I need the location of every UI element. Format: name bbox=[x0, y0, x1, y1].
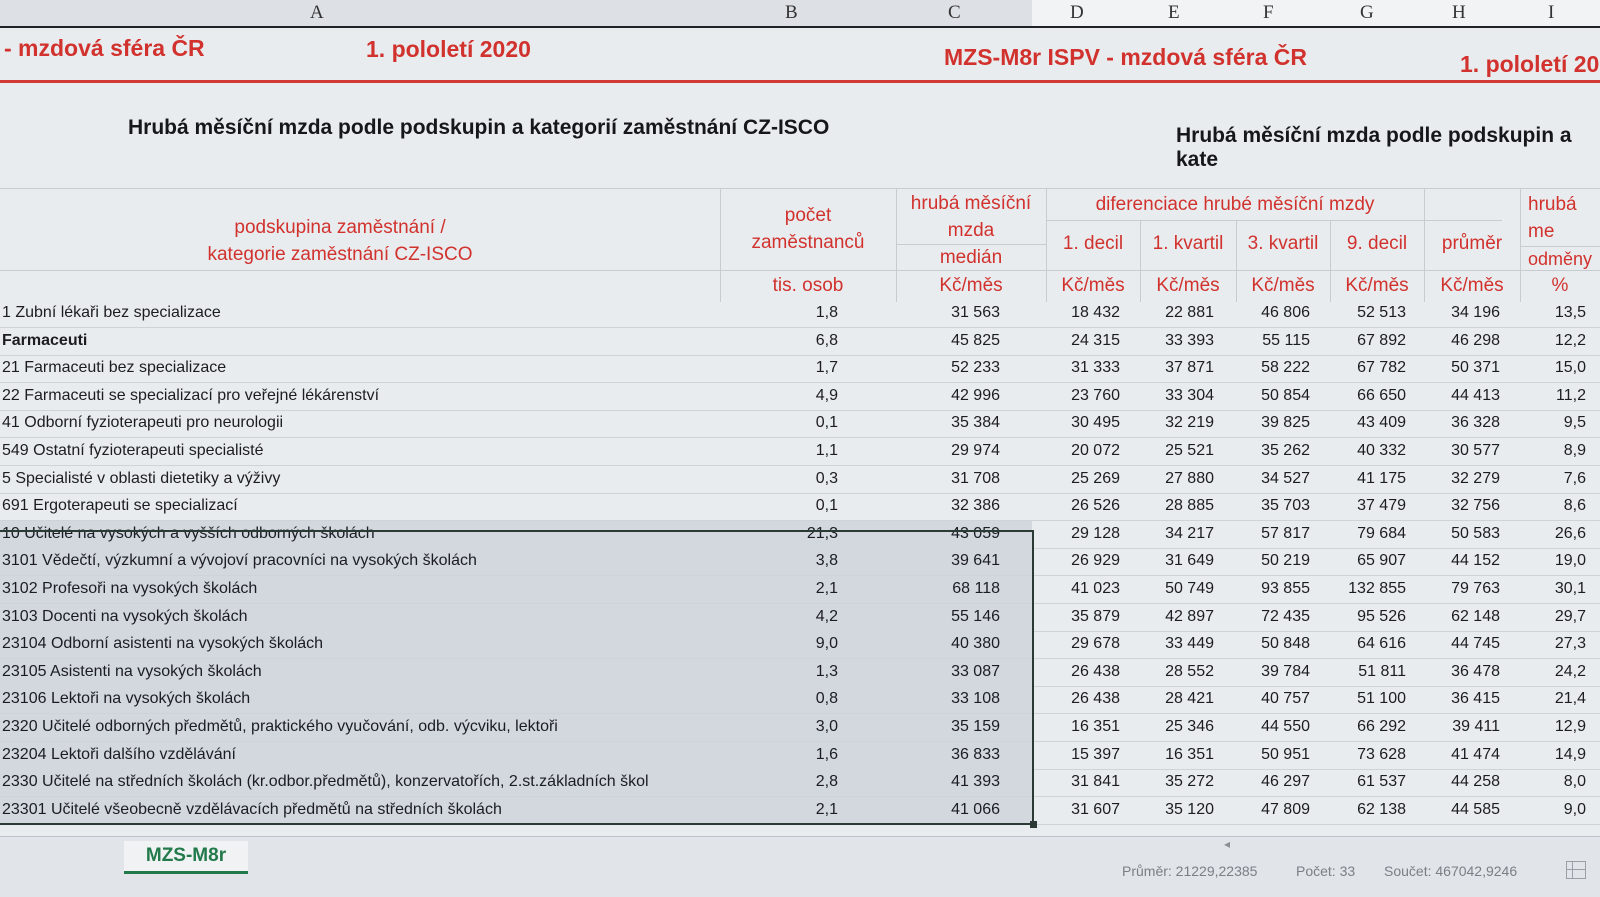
status-count: Počet: 33 bbox=[1296, 863, 1356, 879]
cell-d9[interactable]: 37 479 bbox=[1357, 497, 1406, 515]
cell-count[interactable]: 2,1 bbox=[815, 800, 838, 818]
cell-median[interactable]: 45 825 bbox=[951, 331, 1000, 349]
cell-d1[interactable]: 26 438 bbox=[1071, 690, 1120, 708]
cell-name[interactable]: 2330 Učitelé na středních školách (kr.odbor.předmětů), konzervatořích, 2.st.základních škol bbox=[2, 773, 649, 791]
cell-name[interactable]: 23301 Učitelé všeobecně vzdělávacích předmětů na středních školách bbox=[2, 800, 502, 818]
column-header-b[interactable]: B bbox=[785, 2, 798, 23]
cell-pct[interactable]: 26,6 bbox=[1554, 524, 1586, 542]
header-median-line2: mzda bbox=[947, 220, 995, 241]
cell-median[interactable]: 39 641 bbox=[951, 552, 1000, 570]
header-count-line2: zaměstnanců bbox=[751, 232, 865, 253]
cell-d9[interactable]: 65 907 bbox=[1357, 552, 1406, 570]
cell-name[interactable]: 5 Specialisté v oblasti dietetiky a výživy bbox=[2, 469, 281, 487]
cell-pct[interactable]: 7,6 bbox=[1563, 469, 1586, 487]
header-median-unit: Kč/měs bbox=[939, 275, 1003, 296]
cell-pct[interactable]: 30,1 bbox=[1554, 580, 1586, 597]
cell-median[interactable]: 35 159 bbox=[951, 718, 1000, 735]
cell-count[interactable]: 2,1 bbox=[815, 580, 838, 597]
cell-name[interactable]: 2320 Učitelé odborných předmětů, praktického vyučování, odb. výcviku, lektoři bbox=[2, 718, 558, 735]
cell-q1[interactable]: 25 521 bbox=[1165, 442, 1214, 459]
cell-d1[interactable]: 29 678 bbox=[1071, 635, 1120, 653]
report-period-right: 1. pololetí 20 bbox=[1460, 51, 1600, 77]
column-header-bar bbox=[0, 0, 1600, 28]
cell-median[interactable]: 42 996 bbox=[951, 386, 1000, 404]
cell-avg[interactable]: 79 763 bbox=[1451, 580, 1500, 597]
cell-median[interactable]: 41 066 bbox=[951, 800, 1000, 818]
header-differentiation: diferenciace hrubé měsíční mzdy bbox=[1095, 194, 1375, 215]
column-header-d[interactable]: D bbox=[1070, 2, 1084, 23]
cell-d1[interactable]: 18 432 bbox=[1071, 304, 1120, 321]
cell-d9[interactable]: 66 650 bbox=[1357, 386, 1406, 404]
cell-d1[interactable]: 30 495 bbox=[1071, 414, 1120, 432]
cell-name[interactable]: 549 Ostatní fyzioterapeuti specialisté bbox=[2, 442, 264, 459]
cell-d9[interactable]: 95 526 bbox=[1357, 607, 1406, 625]
cell-pct[interactable]: 19,0 bbox=[1554, 552, 1586, 570]
header-median-line1: hrubá měsíční bbox=[910, 193, 1032, 214]
cell-q3[interactable]: 58 222 bbox=[1261, 359, 1310, 377]
table-row[interactable] bbox=[0, 466, 1600, 494]
cell-d9[interactable]: 61 537 bbox=[1357, 773, 1406, 791]
table-row[interactable] bbox=[0, 521, 1600, 549]
table-row[interactable] bbox=[0, 438, 1600, 466]
cell-q3[interactable]: 40 757 bbox=[1261, 690, 1310, 708]
column-header-e[interactable]: E bbox=[1168, 2, 1180, 23]
cell-pct[interactable]: 8,6 bbox=[1563, 497, 1586, 515]
cell-q3[interactable]: 50 854 bbox=[1261, 386, 1310, 404]
header-group-line1: podskupina zaměstnání / bbox=[234, 217, 446, 238]
sheet-tab-bar bbox=[0, 836, 1600, 897]
column-header-c[interactable]: C bbox=[948, 2, 961, 23]
cell-count[interactable]: 2,8 bbox=[815, 773, 838, 791]
cell-avg[interactable]: 44 745 bbox=[1451, 635, 1500, 653]
cell-d1[interactable]: 41 023 bbox=[1071, 580, 1120, 597]
cell-q3[interactable]: 55 115 bbox=[1262, 331, 1310, 349]
cell-count[interactable]: 3,8 bbox=[815, 552, 838, 570]
cell-median[interactable]: 31 708 bbox=[951, 469, 1000, 487]
cell-median[interactable]: 35 384 bbox=[951, 414, 1000, 432]
cell-d1[interactable]: 20 072 bbox=[1071, 442, 1120, 459]
cell-count[interactable]: 0,1 bbox=[815, 414, 838, 432]
cell-q1[interactable]: 28 885 bbox=[1165, 497, 1214, 515]
cell-pct[interactable]: 24,2 bbox=[1554, 662, 1586, 680]
cell-q1[interactable]: 42 897 bbox=[1165, 607, 1214, 625]
cell-count[interactable]: 6,8 bbox=[815, 331, 838, 349]
cell-q3[interactable]: 46 297 bbox=[1261, 773, 1310, 791]
table-row[interactable] bbox=[0, 300, 1600, 328]
cell-name[interactable]: 3101 Vědečtí, výzkumní a vývojoví pracovníci na vysokých školách bbox=[2, 552, 477, 570]
cell-name[interactable]: 23106 Lektoři na vysokých školách bbox=[2, 690, 251, 708]
cell-count[interactable]: 0,1 bbox=[815, 497, 838, 515]
cell-d9[interactable]: 41 175 bbox=[1357, 469, 1406, 487]
cell-name[interactable]: 3103 Docenti na vysokých školách bbox=[2, 607, 248, 625]
table-row[interactable] bbox=[0, 493, 1600, 521]
report-period-left: 1. pololetí 2020 bbox=[366, 36, 531, 62]
cell-d9[interactable]: 51 811 bbox=[1358, 662, 1406, 680]
cell-q3[interactable]: 50 848 bbox=[1261, 635, 1310, 653]
cell-q1[interactable]: 27 880 bbox=[1165, 469, 1214, 487]
scroll-left-icon[interactable]: ◂ bbox=[1224, 837, 1231, 851]
table-row[interactable] bbox=[0, 604, 1600, 632]
cell-avg[interactable]: 50 583 bbox=[1451, 524, 1500, 542]
cell-avg[interactable]: 32 279 bbox=[1451, 469, 1500, 487]
column-header-h[interactable]: H bbox=[1452, 2, 1466, 23]
cell-q3[interactable]: 72 435 bbox=[1261, 607, 1310, 625]
cell-count[interactable]: 1,7 bbox=[815, 359, 838, 377]
cell-median[interactable]: 32 386 bbox=[951, 497, 1000, 515]
cell-median[interactable]: 40 380 bbox=[951, 635, 1000, 653]
header-kvartil3: 3. kvartil bbox=[1247, 233, 1319, 254]
header-kvartil1: 1. kvartil bbox=[1152, 233, 1224, 254]
cell-d1[interactable]: 23 760 bbox=[1071, 386, 1120, 404]
cell-d9[interactable]: 67 892 bbox=[1357, 331, 1406, 349]
cell-avg[interactable]: 30 577 bbox=[1451, 442, 1500, 459]
table-row[interactable] bbox=[0, 686, 1600, 714]
cell-count[interactable]: 9,0 bbox=[815, 635, 838, 653]
header-count-unit: tis. osob bbox=[772, 275, 844, 296]
cell-name[interactable]: 23204 Lektoři dalšího vzdělávání bbox=[2, 745, 236, 763]
cell-q3[interactable]: 39 825 bbox=[1261, 414, 1310, 432]
cell-q1[interactable]: 28 421 bbox=[1165, 690, 1214, 708]
cell-d9[interactable]: 73 628 bbox=[1357, 745, 1406, 763]
cell-d9[interactable]: 52 513 bbox=[1357, 304, 1406, 321]
cell-count[interactable]: 4,9 bbox=[815, 386, 838, 404]
report-header-band bbox=[0, 28, 1600, 83]
cell-d1[interactable]: 25 269 bbox=[1071, 469, 1120, 487]
cell-q3[interactable]: 50 219 bbox=[1261, 552, 1310, 570]
cell-name[interactable]: 23105 Asistenti na vysokých školách bbox=[2, 662, 262, 680]
column-header-i[interactable]: I bbox=[1548, 2, 1555, 23]
cell-pct[interactable]: 11,2 bbox=[1556, 386, 1586, 404]
cell-pct[interactable]: 29,7 bbox=[1554, 607, 1586, 625]
cell-pct[interactable]: 14,9 bbox=[1554, 745, 1586, 763]
cell-count[interactable]: 4,2 bbox=[815, 607, 838, 625]
cell-name[interactable]: 3102 Profesoři na vysokých školách bbox=[2, 580, 258, 597]
cell-avg[interactable]: 50 371 bbox=[1451, 359, 1500, 377]
column-header-g[interactable]: G bbox=[1360, 2, 1374, 23]
table-row[interactable] bbox=[0, 410, 1600, 438]
cell-pct[interactable]: 21,4 bbox=[1554, 690, 1586, 708]
cell-median[interactable]: 36 833 bbox=[951, 745, 1000, 763]
cell-d1[interactable]: 31 333 bbox=[1071, 359, 1120, 377]
table-row[interactable] bbox=[0, 659, 1600, 687]
cell-pct[interactable]: 8,9 bbox=[1563, 442, 1586, 459]
header-decil1: 1. decil bbox=[1062, 233, 1124, 254]
cell-count[interactable]: 1,3 bbox=[815, 662, 838, 680]
cell-pct[interactable]: 9,0 bbox=[1563, 800, 1586, 818]
cell-d1[interactable]: 24 315 bbox=[1071, 331, 1120, 349]
header-unit-kvartil1: Kč/měs bbox=[1156, 275, 1220, 296]
cell-d1[interactable]: 35 879 bbox=[1071, 607, 1120, 625]
table-row[interactable] bbox=[0, 576, 1600, 604]
cell-pct[interactable]: 12,2 bbox=[1554, 331, 1586, 349]
cell-median[interactable]: 41 393 bbox=[951, 773, 1000, 791]
cell-count[interactable]: 21,3 bbox=[806, 524, 838, 542]
table-header bbox=[0, 188, 1600, 302]
cell-count[interactable]: 1,6 bbox=[815, 745, 838, 763]
cell-q1[interactable]: 25 346 bbox=[1165, 718, 1214, 735]
cell-q3[interactable]: 34 527 bbox=[1261, 469, 1310, 487]
cell-q3[interactable]: 39 784 bbox=[1261, 662, 1310, 680]
header-decil9: 9. decil bbox=[1346, 233, 1408, 254]
cell-q1[interactable]: 33 304 bbox=[1165, 386, 1214, 404]
cell-name[interactable]: 21 Farmaceuti bez specializace bbox=[2, 359, 227, 377]
cell-d9[interactable]: 79 684 bbox=[1357, 524, 1406, 542]
cell-avg[interactable]: 36 328 bbox=[1451, 414, 1500, 432]
cell-d9[interactable]: 67 782 bbox=[1357, 359, 1406, 377]
cell-q3[interactable]: 57 817 bbox=[1261, 524, 1310, 542]
header-median-line3: medián bbox=[939, 247, 1003, 268]
cell-q1[interactable]: 35 272 bbox=[1165, 773, 1214, 791]
grid-view-icon[interactable] bbox=[1566, 861, 1586, 879]
cell-q3[interactable]: 35 262 bbox=[1261, 442, 1310, 459]
cell-count[interactable]: 1,8 bbox=[815, 304, 838, 321]
header-prumer: průměr bbox=[1441, 233, 1503, 254]
table-row[interactable] bbox=[0, 742, 1600, 770]
cell-avg[interactable]: 44 585 bbox=[1451, 800, 1500, 818]
cell-avg[interactable]: 41 474 bbox=[1451, 745, 1500, 763]
cell-q3[interactable]: 35 703 bbox=[1261, 497, 1310, 515]
cell-d9[interactable]: 64 616 bbox=[1357, 635, 1406, 653]
header-right-group: hrubá me bbox=[1528, 194, 1577, 242]
table-row[interactable] bbox=[0, 769, 1600, 797]
sheet-title-left: Hrubá měsíční mzda podle podskupin a kategorií zaměstnání CZ-ISCO bbox=[128, 116, 830, 139]
cell-q1[interactable]: 31 649 bbox=[1165, 552, 1214, 570]
cell-q3[interactable]: 50 951 bbox=[1261, 745, 1310, 763]
cell-q3[interactable]: 47 809 bbox=[1261, 800, 1310, 818]
cell-q3[interactable]: 46 806 bbox=[1261, 304, 1310, 321]
cell-q3[interactable]: 44 550 bbox=[1261, 718, 1310, 735]
cell-d9[interactable]: 66 292 bbox=[1357, 718, 1406, 735]
cell-name[interactable]: 10 Učitelé na vysokých a vyšších odborných školách bbox=[2, 524, 375, 542]
cell-name[interactable]: Farmaceuti bbox=[2, 331, 88, 349]
cell-name[interactable]: 22 Farmaceuti se specializací pro veřejné lékárenství bbox=[2, 386, 380, 404]
header-unit-prumer: Kč/měs bbox=[1440, 275, 1504, 296]
cell-median[interactable]: 55 146 bbox=[951, 607, 1000, 625]
cell-avg[interactable]: 44 413 bbox=[1451, 386, 1500, 404]
sheet-title-right: Hrubá měsíční mzda podle podskupin a kate bbox=[1176, 124, 1572, 171]
cell-avg[interactable]: 36 478 bbox=[1451, 662, 1500, 680]
cell-q1[interactable]: 22 881 bbox=[1165, 304, 1214, 321]
cell-count[interactable]: 0,8 bbox=[815, 690, 838, 708]
cell-q1[interactable]: 33 393 bbox=[1165, 331, 1214, 349]
cell-d1[interactable]: 31 607 bbox=[1071, 800, 1120, 818]
cell-avg[interactable]: 39 411 bbox=[1452, 718, 1500, 735]
cell-pct[interactable]: 8,0 bbox=[1563, 773, 1586, 791]
cell-median[interactable]: 31 563 bbox=[951, 304, 1000, 321]
header-odmeny: odměny bbox=[1527, 249, 1593, 269]
cell-q1[interactable]: 33 449 bbox=[1165, 635, 1214, 653]
cell-d9[interactable]: 51 100 bbox=[1357, 690, 1406, 708]
sheet-tab-mzs-m8r[interactable]: MZS-M8r bbox=[124, 841, 248, 874]
cell-q1[interactable]: 16 351 bbox=[1165, 745, 1214, 763]
cell-pct[interactable]: 15,0 bbox=[1554, 359, 1586, 377]
cell-d9[interactable]: 132 855 bbox=[1348, 580, 1406, 597]
cell-count[interactable]: 0,3 bbox=[815, 469, 838, 487]
cell-pct[interactable]: 27,3 bbox=[1554, 635, 1586, 653]
cell-avg[interactable]: 34 196 bbox=[1451, 304, 1500, 321]
header-count-line1: počet bbox=[784, 205, 832, 226]
cell-median[interactable]: 33 108 bbox=[951, 690, 1000, 708]
cell-name[interactable]: 1 Zubní lékaři bez specializace bbox=[2, 304, 221, 321]
cell-avg[interactable]: 46 298 bbox=[1451, 331, 1500, 349]
status-sum: Součet: 467042,9246 bbox=[1384, 863, 1518, 879]
cell-avg[interactable]: 36 415 bbox=[1451, 690, 1500, 708]
cell-name[interactable]: 23104 Odborní asistenti na vysokých školách bbox=[2, 635, 324, 653]
cell-q1[interactable]: 32 219 bbox=[1165, 414, 1214, 432]
table-row[interactable] bbox=[0, 355, 1600, 383]
cell-d9[interactable]: 62 138 bbox=[1357, 800, 1406, 818]
cell-d1[interactable]: 15 397 bbox=[1071, 745, 1120, 763]
cell-q3[interactable]: 93 855 bbox=[1261, 580, 1310, 597]
cell-count[interactable]: 3,0 bbox=[815, 718, 838, 735]
cell-avg[interactable]: 44 152 bbox=[1451, 552, 1500, 570]
cell-pct[interactable]: 13,5 bbox=[1554, 304, 1586, 321]
cell-name[interactable]: 41 Odborní fyzioterapeuti pro neurologii bbox=[2, 414, 284, 432]
cell-count[interactable]: 1,1 bbox=[815, 442, 838, 459]
table-row[interactable] bbox=[0, 548, 1600, 576]
cell-d1[interactable]: 26 929 bbox=[1071, 552, 1120, 570]
cell-q1[interactable]: 34 217 bbox=[1165, 524, 1214, 542]
cell-median[interactable]: 33 087 bbox=[951, 662, 1000, 680]
cell-d1[interactable]: 26 526 bbox=[1071, 497, 1120, 515]
table-body bbox=[0, 300, 1600, 825]
column-header-selected-band bbox=[1032, 0, 1600, 26]
cell-median[interactable]: 68 118 bbox=[952, 580, 1000, 597]
cell-q1[interactable]: 35 120 bbox=[1165, 800, 1214, 818]
cell-pct[interactable]: 12,9 bbox=[1554, 718, 1586, 735]
cell-d1[interactable]: 26 438 bbox=[1071, 662, 1120, 680]
cell-q1[interactable]: 37 871 bbox=[1165, 359, 1214, 377]
cell-d1[interactable]: 16 351 bbox=[1071, 718, 1120, 735]
cell-q1[interactable]: 50 749 bbox=[1165, 580, 1214, 597]
cell-d1[interactable]: 29 128 bbox=[1071, 524, 1120, 542]
table-row[interactable] bbox=[0, 714, 1600, 742]
header-unit-decil9: Kč/měs bbox=[1345, 275, 1409, 296]
table-row[interactable] bbox=[0, 797, 1600, 825]
cell-d1[interactable]: 31 841 bbox=[1071, 773, 1120, 791]
column-header-f[interactable]: F bbox=[1263, 2, 1274, 23]
cell-d9[interactable]: 43 409 bbox=[1357, 414, 1406, 432]
cell-avg[interactable]: 44 258 bbox=[1451, 773, 1500, 791]
cell-median[interactable]: 29 974 bbox=[951, 442, 1000, 459]
header-unit-kvartil3: Kč/měs bbox=[1251, 275, 1315, 296]
report-title-left: - mzdová sféra ČR bbox=[4, 35, 205, 61]
status-average: Průměr: 21229,22385 bbox=[1122, 863, 1258, 879]
header-unit-pct: % bbox=[1551, 275, 1569, 296]
cell-name[interactable]: 691 Ergoterapeuti se specializací bbox=[2, 497, 238, 515]
cell-d9[interactable]: 40 332 bbox=[1357, 442, 1406, 459]
cell-avg[interactable]: 62 148 bbox=[1451, 607, 1500, 625]
cell-median[interactable]: 43 059 bbox=[951, 524, 1000, 542]
column-header-a[interactable]: A bbox=[310, 2, 324, 23]
header-group-line2: kategorie zaměstnání CZ-ISCO bbox=[207, 244, 473, 265]
table-row[interactable] bbox=[0, 383, 1600, 411]
cell-pct[interactable]: 9,5 bbox=[1563, 414, 1586, 432]
report-title-right: MZS-M8r ISPV - mzdová sféra ČR bbox=[944, 44, 1307, 70]
header-unit-decil1: Kč/měs bbox=[1061, 275, 1125, 296]
table-row[interactable] bbox=[0, 328, 1600, 356]
cell-avg[interactable]: 32 756 bbox=[1451, 497, 1500, 515]
cell-q1[interactable]: 28 552 bbox=[1165, 662, 1214, 680]
cell-median[interactable]: 52 233 bbox=[951, 359, 1000, 377]
table-row[interactable] bbox=[0, 631, 1600, 659]
